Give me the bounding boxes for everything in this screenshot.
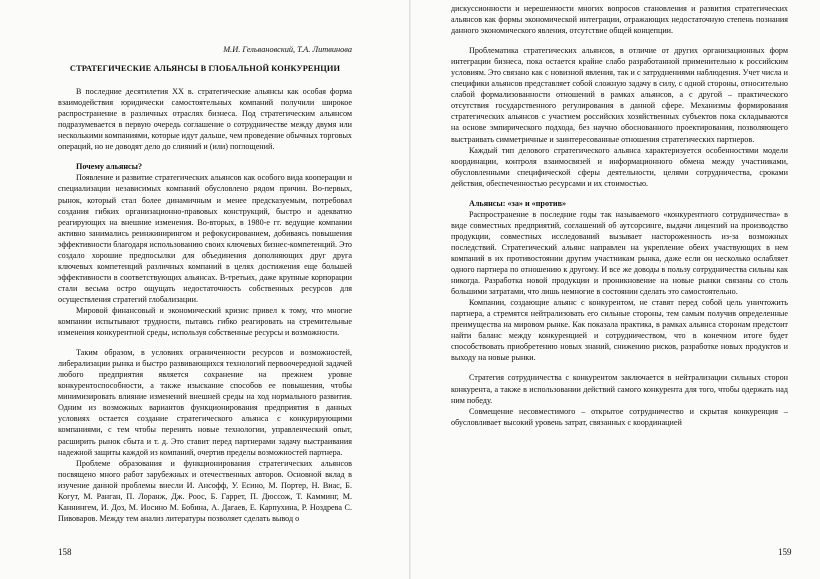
russian-context-paragraph: Проблематика стратегических альянсов, в отличие от других организационных форм интеграции бизнеса, пока остается крайне слабо разработанной применительно к российским условиям. Это связано как с новизной явления, так и с затруднениями наблюдения. Учет числа и специфики альянсов представляет собой сложную задачу в силу, с одной стороны, относительно слабой формализованности отношений в рамках альянсов, а с другой – практического отсутствия государственного регулирования в данной сфере. Механизмы формирования стратегических альянсов с участием российских хозяйственных субъектов пока складываются на основе эмпирического подхода, без научно обоснованного проектирования, позволяющего выстраивать симметричные и заинтересованные отношения стратегических партнеров. — [451, 46, 788, 144]
literature-paragraph: Проблеме образования и функционирования стратегических альянсов посвящено много работ зарубежных и отечественных авторов. Основной вклад в изучение данной проблемы внесли И. Ансофф, У. Есино, М. Портер, Н. Виас, Б. Когут, М. Ранган, П. Лоранж, Дж. Роос, Б. Гаррет, П. Дюссож, Т. Камминг, М. Каннингем, И. Доз, М. Иосино М. Бобина, А. Дагаев, Е. Карпухина, Р. Ноздрева С. Пивоваров. Между тем анализ литературы позволяет сделать вывод о — [58, 458, 352, 523]
right-text-column — [451, 3, 788, 428]
intro-paragraph: В последние десятилетия XX в. стратегические альянсы как особая форма взаимодействия юридически самостоятельных компаний получили широкое распространение в различных отраслях бизнеса. Под стратегическим альянсом подразумевается в первую очередь соглашение о сотрудничестве между двумя или несколькими компаниями, которые идут дальше, чем проведение обычных торговых операций, но не доводят дело до слияний и (или) поглощений. — [58, 87, 352, 152]
left-text-column — [58, 44, 352, 524]
article-authors: М.И. Гельвановский, Т.А. Литвинова — [223, 45, 352, 54]
cooperation-paragraph: Распространение в последние годы так называемого «конкурентного сотрудничества» в виде совместных предприятий, соглашений об аутсорсинге, выдачи лицензий на производство продукции, совместных исследований вызывает настороженность из-за возможных последствий. Стратегический альянс направлен на укрепление обеих участвующих в нем компаний в их противостоянии другим участникам рынка, даже если он несколько ослабляет одного партнера по отношению к другому. И все же доводы в пользу сотрудничества сильны как никогда. Разработка новой продукции и проникновение на новые рынки связаны со столь большими затратами, что лишь немногие в состоянии сделать это самостоятельно. — [451, 209, 788, 297]
section-heading-pros-cons: Альянсы: «за» и «против» — [469, 198, 567, 208]
costs-paragraph: Совмещение несовместимого – открытое сотрудничество и скрытая конкуренция – обусловливает высокий уровень затрат, связанных с координацией — [451, 406, 788, 427]
competitiveness-paragraph: Таким образом, в условиях ограниченности ресурсов и возможностей, либерализации рынка и быстро развивающихся технологий первоочередной задачей любого предприятия является сохранение на прежнем уровне конкурентоспособности, а также изыскание способов ее повышения, чтобы минимизировать влияние изменений внешней среды на ход нормального развития. Одним из возможных вариантов функционирования предприятия в данных условиях остается создание стратегического альянса с конкурирующими компаниями, с тем чтобы перенять новые технологии, управленческий опыт, расширить рынок сбыта и т. д. Это ставит перед партнерами задачу выстраивания надежной защиты каждой из компаний, очертив пределы возможностей партнера. — [58, 348, 352, 457]
competitor-alliance-paragraph: Компании, создающие альянс с конкурентом, не ставят перед собой цель уничтожить партнера, а стремятся нейтрализовать его сильные стороны, тем самым получив определенные преимущества на мировом рынке. Как показала практика, в рамках альянса сторонам предстоит найти баланс между конкуренцией и сотрудничеством, что в конечном итоге будет способствовать приобретению новых знаний, снижению рисков, разработке новых продуктов и выходу на новые рынки. — [451, 298, 788, 363]
left-page — [0, 0, 409, 579]
strategy-paragraph: Стратегия сотрудничества с конкурентом заключается в нейтрализации сильных сторон конкурента, а также в использовании действий самого конкурента для того, чтобы одержать над ним победу. — [451, 373, 788, 405]
page-number-left: 158 — [58, 547, 72, 557]
section-heading-why-alliances: Почему альянсы? — [76, 162, 143, 172]
alliance-types-paragraph: Каждый тип делового стратегического альянса характеризуется особенностями модели координации, контроля взаимосвязей и информационного обмена между участниками, обусловленными специфической сферы деятельности, целями сотрудничества, сроками действия, обеспеченностью ресурсами и их стоимостью. — [451, 145, 788, 188]
reasons-paragraph: Появление и развитие стратегических альянсов как особого вида кооперации и специализации независимых компаний обусловлено рядом причин. Во-первых, рынок, который стал более динамичным и менее предсказуемым, потребовал создания гибких организационно-правовых конструкций, быстро и адекватно реагирующих на внешние изменения. Во-вторых, в 1980-е гг. ведущие компании активно занимались реинжинирингом и рефокусированием, добиваясь повышения эффективности благодаря использованию своих ключевых бизнес-компетенций. Это создало хорошие предпосылки для объединения дополняющих друг друга ключевых компетенций различных компаний в целях достижения еще большей эффективности в соответствующих альянсах. В-третьих, даже крупные корпорации стали весьма остро ощущать недостаточность собственных ресурсов для осуществления стратегий глобализации. — [58, 173, 352, 304]
crisis-paragraph: Мировой финансовый и экономический кризис привел к тому, что многие компании испытывают трудности, пытаясь гибко реагировать на стремительные изменения конкурентной среды, используя собственные ресурсы и возможности. — [58, 305, 352, 338]
page-number-right: 159 — [778, 547, 792, 557]
right-page — [411, 0, 820, 579]
article-title: СТРАТЕГИЧЕСКИЕ АЛЬЯНСЫ В ГЛОБАЛЬНОЙ КОНКУРЕНЦИИ — [69, 64, 341, 74]
continuation-paragraph: дискуссионности и нерешенности многих вопросов становления и развития стратегических альянсов как формы экономической интеграции, отражающих недостаточную степень познания данного экономического явления, отсутствие общей концепции. — [451, 4, 788, 36]
